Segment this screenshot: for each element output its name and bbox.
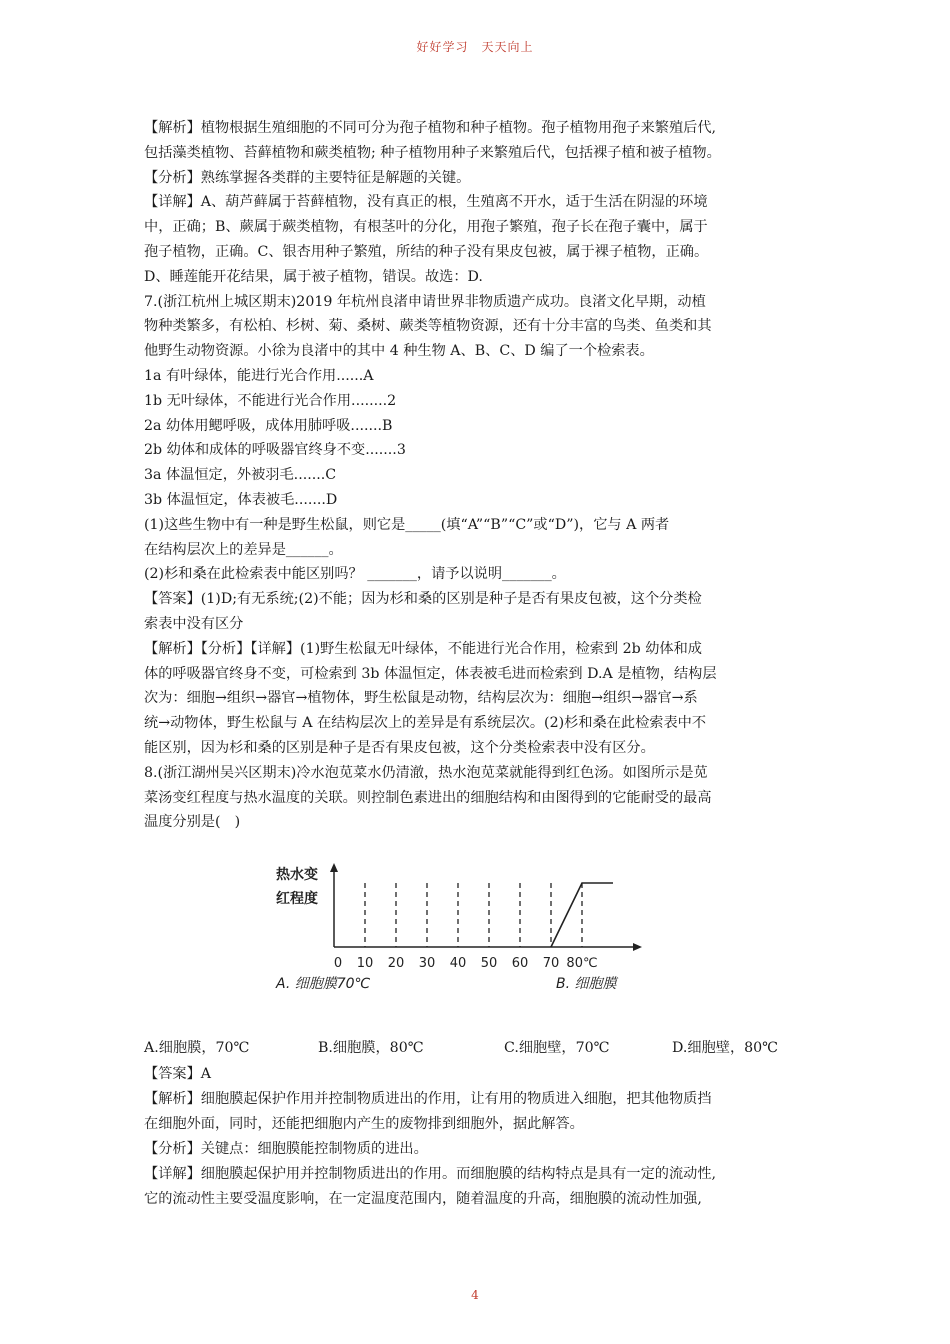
x-axis-arrow	[633, 943, 642, 951]
x-tick-label: 0	[333, 956, 343, 971]
x-tick-label: 10	[356, 956, 374, 971]
key-entry-2b: 2b 幼体和成体的呼吸器官终身不变.......3	[144, 442, 406, 459]
x-tick-label: 20	[387, 956, 405, 971]
option-b: B.细胞膜，80℃	[318, 1040, 424, 1056]
temperature-chart	[272, 855, 652, 995]
key-entry-1b: 1b 无叶绿体，不能进行光合作用........2	[144, 392, 397, 409]
answer-line: 【答案】A	[144, 1066, 211, 1082]
text-line: 在结构层次上的差异是______。	[144, 541, 343, 558]
text-line: 能区别，因为杉和桑的区别是种子是否有果皮包被，这个分类检索表中没有区分。	[144, 739, 655, 756]
question-8-line: 8.(浙江湖州吴兴区期末)冷水泡苋菜水仍清澈，热水泡苋菜就能得到红色汤。如图所示是苋	[144, 764, 708, 781]
option-c: C.细胞壁，70℃	[504, 1040, 610, 1056]
text-line: 体的呼吸器官终身不变，可检索到 3b 体温恒定，体表被毛进而检索到 D.A 是植物，结构层	[144, 665, 717, 682]
key-entry-3b: 3b 体温恒定，体表被毛.......D	[144, 491, 338, 508]
text-line: 物种类繁多，有松柏、杉树、菊、桑树、蕨类等植物资源，还有十分丰富的鸟类、鱼类和其	[144, 318, 712, 335]
text-line: 【解析】植物根据生殖细胞的不同可分为孢子植物和种子植物。孢子植物用孢子来繁殖后代,	[144, 120, 717, 136]
text-line: (1)这些生物中有一种是野生松鼠，则它是_____(填“A”“B”“C”或“D”)，它与 A 两者	[144, 516, 670, 533]
key-entry-2a: 2a 幼体用鳃呼吸，成体用肺呼吸.......B	[144, 417, 393, 434]
text-line: 孢子植物，正确。C、银杏用种子繁殖，所结的种子没有果皮包被，属于裸子植物，正确。	[144, 243, 709, 260]
y-axis-label-line1: 热水变	[276, 867, 318, 883]
y-axis-arrow	[330, 863, 338, 872]
option-d: D.细胞壁，80℃	[672, 1040, 779, 1056]
text-line: 他野生动物资源。小徐为良渚中的其中 4 种生物 A、B、C、D 编了一个检索表。	[144, 343, 654, 360]
question-7-line: 7.(浙江杭州上城区期末)2019 年杭州良渚申请世界非物质遗产成功。良渚文化早期，动植	[144, 293, 706, 310]
body-text-block-2	[144, 1062, 812, 1212]
x-tick-label: 30	[418, 956, 436, 971]
text-line: 在细胞外面，同时，还能把细胞内产生的废物排到细胞外，据此解答。	[144, 1116, 584, 1132]
text-line: 包括藻类植物、苔藓植物和蕨类植物; 种子植物用种子来繁殖后代，包括裸子植和被子植物。	[144, 144, 721, 161]
text-line: (2)杉和桑在此检索表中能区别吗？ _______，请予以说明_______。	[144, 566, 566, 583]
text-line: 【分析】关键点：细胞膜能控制物质的进出。	[144, 1141, 428, 1157]
caption-b: B. 细胞膜	[556, 976, 617, 992]
y-axis-label-line2: 红程度	[276, 891, 318, 907]
text-line: 统→动物体，野生松鼠与 A 在结构层次上的差异是有系统层次。(2)杉和桑在此检索表中不	[144, 715, 707, 732]
text-line: 【详解】细胞膜起保护用并控制物质进出的作用。而细胞膜的结构特点是具有一定的流动性,	[144, 1166, 717, 1182]
x-tick-label: 50	[480, 956, 498, 971]
page-number: 4	[471, 1288, 479, 1302]
text-line: 中，正确；B、蕨属于蕨类植物，有根茎叶的分化，用孢子繁殖，孢子长在孢子囊中，属于	[144, 219, 708, 236]
x-tick-label: 60	[511, 956, 529, 971]
x-tick-label: 70	[542, 956, 560, 971]
text-line: 菜汤变红程度与热水温度的关联。则控制色素进出的细胞结构和由图得到的它能耐受的最高	[144, 789, 712, 806]
text-line: 次为：细胞→组织→器官→植物体，野生松鼠是动物，结构层次为：细胞→组织→器官→系	[144, 690, 698, 707]
chart-svg	[272, 855, 652, 995]
text-line: 索表中没有区分	[144, 615, 244, 632]
x-tick-label: 40	[449, 956, 467, 971]
text-line: 【详解】A、葫芦藓属于苔藓植物，没有真正的根，生殖离不开水，适于生活在阴湿的环境	[144, 194, 708, 211]
text-line: 【解析】【分析】【详解】(1)野生松鼠无叶绿体，不能进行光合作用，检索到 2b 幼体和成	[144, 640, 702, 657]
option-a: A.细胞膜，70℃	[144, 1040, 250, 1056]
key-entry-3a: 3a 体温恒定，外被羽毛.......C	[144, 467, 337, 484]
x-tick-label: 80℃	[566, 956, 598, 971]
page-header: 好好学习 天天向上	[416, 40, 534, 54]
answer-line: 【答案】(1)D;有无系统;(2)不能；因为杉和桑的区别是种子是否有果皮包被，这个分类检	[144, 591, 702, 608]
text-line: 它的流动性主要受温度影响，在一定温度范围内，随着温度的升高，细胞膜的流动性加强,	[144, 1191, 702, 1207]
body-text-block-1	[144, 116, 812, 835]
caption-a: A. 细胞膜70℃	[276, 976, 371, 992]
text-line: 温度分别是( )	[144, 814, 241, 831]
text-line: D、睡莲能开花结果，属于被子植物，错误。故选：D.	[144, 268, 483, 285]
text-line: 【分析】熟练掌握各类群的主要特征是解题的关键。	[144, 169, 471, 186]
key-entry-1a: 1a 有叶绿体，能进行光合作用......A	[144, 367, 374, 384]
text-line: 【解析】细胞膜起保护作用并控制物质进出的作用，让有用的物质进入细胞，把其他物质挡	[144, 1091, 712, 1107]
